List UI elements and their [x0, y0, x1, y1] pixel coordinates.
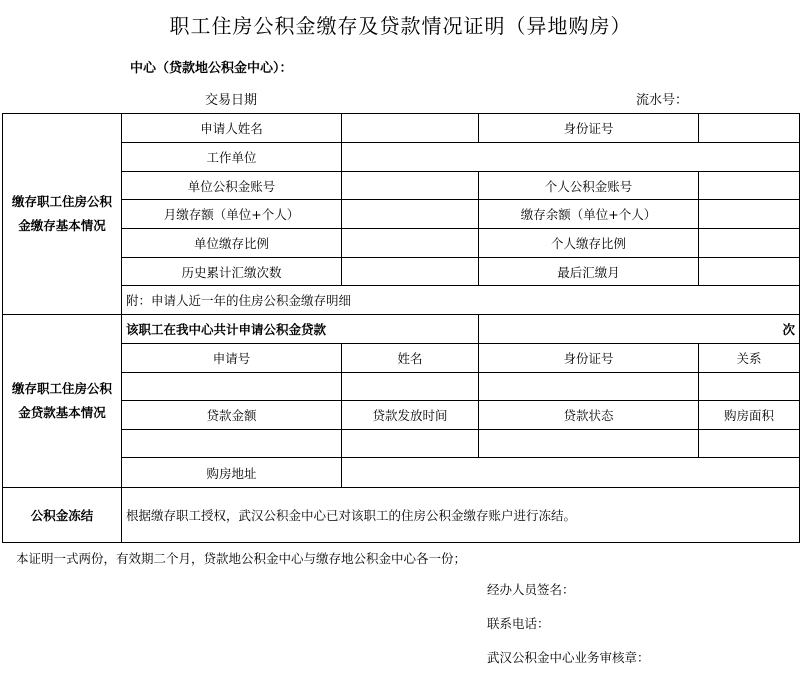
loan-section-header: 缴存职工住房公积金贷款基本情况	[3, 315, 122, 488]
contact-phone-label: 联系电话：	[487, 616, 550, 631]
table-row	[3, 172, 800, 200]
house-area-value[interactable]	[699, 430, 800, 458]
freeze-text: 根据缴存职工授权，武汉公积金中心已对该职工的住房公积金缴存账户进行冻结。	[122, 488, 800, 543]
loan-amount-value[interactable]	[122, 430, 342, 458]
loan-id-number-value[interactable]	[479, 373, 699, 401]
loan-id-number-label: 身份证号	[479, 344, 699, 373]
table-row	[3, 488, 800, 543]
certificate-table	[2, 113, 800, 543]
applicant-name-value[interactable]	[342, 114, 479, 143]
personal-account-value[interactable]	[699, 172, 800, 200]
apply-no-label: 申请号	[122, 344, 342, 373]
house-area-label: 购房面积	[699, 401, 800, 430]
deposit-balance-label: 缴存余额（单位+个人）	[479, 200, 699, 229]
work-unit-value[interactable]	[342, 143, 800, 172]
last-month-value[interactable]	[699, 258, 800, 286]
table-row	[3, 430, 800, 458]
table-row	[3, 373, 800, 401]
validity-note: 本证明一式两份，有效期二个月，贷款地公积金中心与缴存地公积金中心各一份；	[16, 551, 467, 566]
table-row	[3, 458, 800, 488]
loan-date-label: 贷款发放时间	[342, 401, 479, 430]
table-row	[3, 286, 800, 315]
monthly-deposit-label: 月缴存额（单位+个人）	[122, 200, 342, 229]
times-unit[interactable]: 次	[479, 315, 800, 344]
table-row	[3, 114, 800, 143]
unit-ratio-label: 单位缴存比例	[122, 229, 342, 258]
loan-status-value[interactable]	[479, 430, 699, 458]
unit-account-label: 单位公积金账号	[122, 172, 342, 200]
work-unit-label: 工作单位	[122, 143, 342, 172]
id-number-label: 身份证号	[479, 114, 699, 143]
date-label: 交易日期	[205, 93, 258, 108]
house-address-value[interactable]	[342, 458, 800, 488]
id-number-value[interactable]	[699, 114, 800, 143]
personal-account-label: 个人公积金账号	[479, 172, 699, 200]
house-address-label: 购房地址	[122, 458, 342, 488]
personal-ratio-value[interactable]	[699, 229, 800, 258]
serial-label: 流水号：	[636, 93, 689, 108]
page-title: 职工住房公积金缴存及贷款情况证明（异地购房）	[169, 14, 632, 38]
table-row	[3, 200, 800, 229]
monthly-deposit-value[interactable]	[342, 200, 479, 229]
freeze-section-header: 公积金冻结	[3, 488, 122, 543]
table-row	[3, 344, 800, 373]
deposit-balance-value[interactable]	[699, 200, 800, 229]
loan-status-label: 贷款状态	[479, 401, 699, 430]
table-row	[3, 401, 800, 430]
relation-label: 关系	[699, 344, 800, 373]
name-value[interactable]	[342, 373, 479, 401]
table-row	[3, 315, 800, 344]
applicant-name-label: 申请人姓名	[122, 114, 342, 143]
unit-account-value[interactable]	[342, 172, 479, 200]
attachment-note: 附：申请人近一年的住房公积金缴存明细	[122, 286, 800, 315]
personal-ratio-label: 个人缴存比例	[479, 229, 699, 258]
unit-ratio-value[interactable]	[342, 229, 479, 258]
center-label: 中心（贷款地公积金中心）：	[130, 61, 293, 76]
review-seal-label: 武汉公积金中心业务审核章：	[487, 650, 650, 665]
table-row	[3, 258, 800, 286]
deposit-section-header: 缴存职工住房公积金缴存基本情况	[3, 114, 122, 315]
total-count-value[interactable]	[342, 258, 479, 286]
loan-date-value[interactable]	[342, 430, 479, 458]
last-month-label: 最后汇缴月	[479, 258, 699, 286]
total-apply-label: 该职工在我中心共计申请公积金贷款	[122, 315, 479, 344]
total-count-label: 历史累计汇缴次数	[122, 258, 342, 286]
apply-no-value[interactable]	[122, 373, 342, 401]
loan-amount-label: 贷款金额	[122, 401, 342, 430]
handler-signature-label: 经办人员签名：	[487, 582, 575, 597]
table-row	[3, 229, 800, 258]
relation-value[interactable]	[699, 373, 800, 401]
name-label: 姓名	[342, 344, 479, 373]
table-row	[3, 143, 800, 172]
